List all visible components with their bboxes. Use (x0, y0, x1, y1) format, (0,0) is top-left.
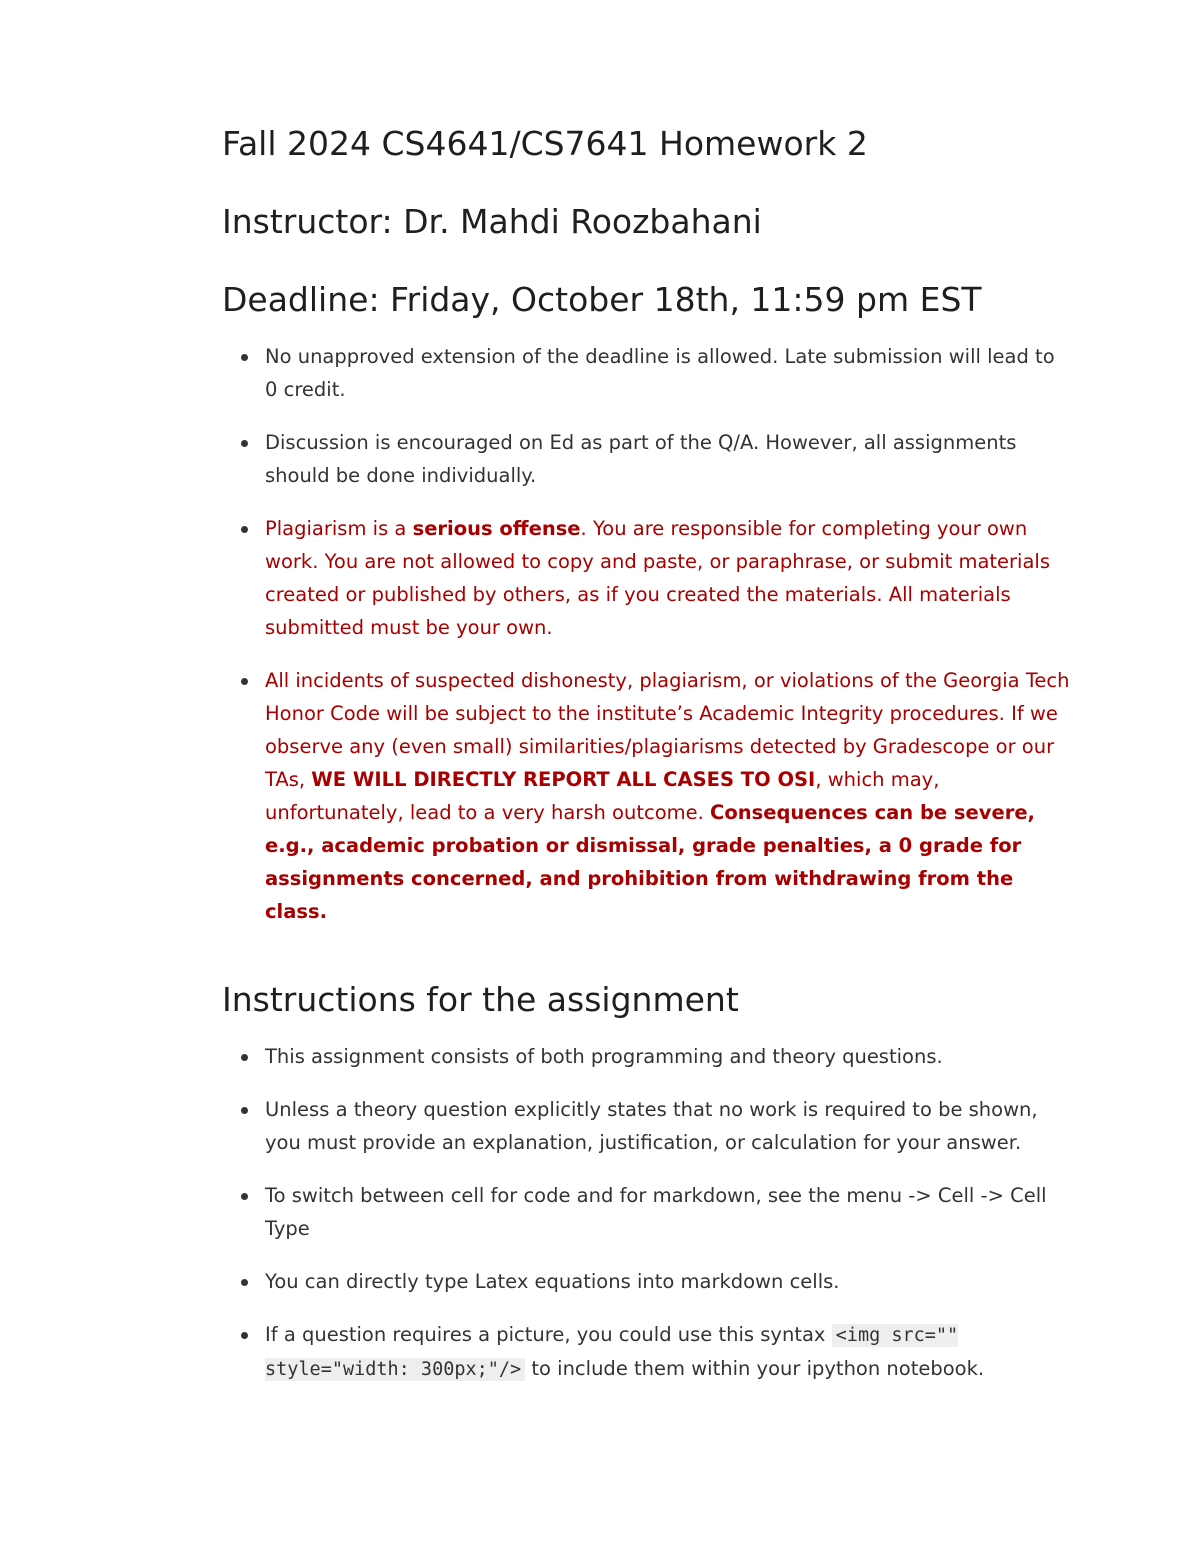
bullet-icon (241, 526, 248, 533)
plagiarism-text-end: . You are responsible for completing your own work. You are not allowed to copy and paste, or paraphrase, or submit materials created or published by others, as if you created the materials. All materials submitted must be your own. (265, 517, 1050, 639)
instruction-text: You can directly type Latex equations into markdown cells. (265, 1270, 840, 1293)
list-item (222, 1040, 1072, 1073)
bullet-icon (241, 678, 248, 685)
list-item (222, 426, 1072, 492)
bullet-icon (241, 1279, 248, 1286)
bullet-icon (241, 1332, 248, 1339)
bullet-icon (241, 354, 248, 361)
list-item (222, 512, 1072, 644)
list-item (222, 1265, 1072, 1298)
instruction-text-start: If a question requires a picture, you could use this syntax (265, 1323, 832, 1346)
list-item (222, 340, 1072, 406)
bullet-icon (241, 1193, 248, 1200)
plagiarism-bold: serious offense (412, 517, 581, 540)
list-item (222, 664, 1072, 928)
policy-extension-text: No unapproved extension of the deadline is allowed. Late submission will lead to 0 credit. (265, 345, 1055, 401)
instructions-heading: Instructions for the assignment (222, 980, 739, 1019)
honor-code-text-mid: , which may, unfortunately, lead to a very harsh outcome. (265, 768, 940, 824)
bullet-icon (241, 1054, 248, 1061)
list-item (222, 1093, 1072, 1159)
list-item (222, 1318, 1072, 1386)
instructor-heading: Instructor: Dr. Mahdi Roozbahani (222, 202, 762, 241)
deadline-heading: Deadline: Friday, October 18th, 11:59 pm EST (222, 280, 982, 319)
page-title: Fall 2024 CS4641/CS7641 Homework 2 (222, 124, 868, 163)
notebook-page (222, 118, 1072, 1406)
honor-code-consequences-bold: Consequences can be severe, e.g., academic probation or dismissal, grade penalties, a 0 grade for assignments concerned, and prohibition from withdrawing from the class. (265, 801, 1035, 923)
honor-code-text-start: All incidents of suspected dishonesty, plagiarism, or violations of the Georgia Tech Honor Code will be subject to the institute’s Academic Integrity procedures. If we observe any (even small) similarities/plagiarisms detected by Gradescope or our TAs, (265, 669, 1070, 791)
instruction-text: To switch between cell for code and for markdown, see the menu -> Cell -> Cell Type (265, 1184, 1047, 1240)
instruction-text: This assignment consists of both programming and theory questions. (265, 1045, 943, 1068)
instruction-text-end: to include them within your ipython notebook. (525, 1357, 985, 1380)
instructions-list (222, 1040, 1072, 1386)
honor-code-report-bold: WE WILL DIRECTLY REPORT ALL CASES TO OSI (311, 768, 816, 791)
img-syntax-code: <img src="" style="width: 300px;"/> (265, 1325, 959, 1380)
bullet-icon (241, 440, 248, 447)
plagiarism-text-start: Plagiarism is a (265, 517, 413, 540)
list-item (222, 1179, 1072, 1245)
bullet-icon (241, 1107, 248, 1114)
policy-list (222, 340, 1072, 928)
policy-discussion-text: Discussion is encouraged on Ed as part of the Q/A. However, all assignments should be done individually. (265, 431, 1017, 487)
instruction-text: Unless a theory question explicitly states that no work is required to be shown, you must provide an explanation, justification, or calculation for your answer. (265, 1098, 1038, 1154)
